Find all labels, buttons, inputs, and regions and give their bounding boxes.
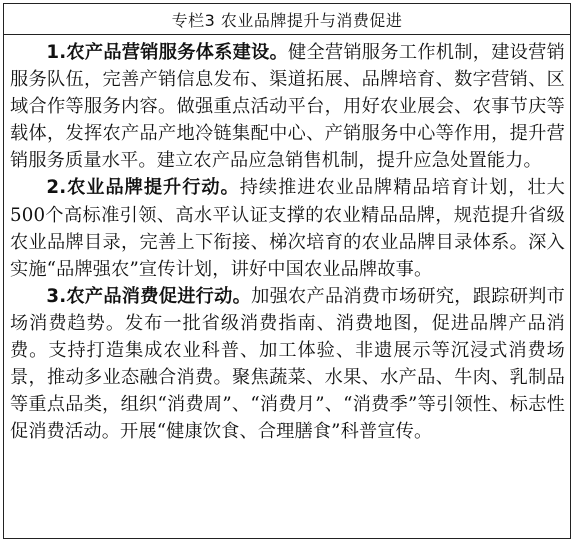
section-heading: 3.农产品消费促进行动。 — [46, 285, 252, 307]
section-text: 健全营销服务工作机制，建设营销服务队伍，完善产销信息发布、渠道拓展、品牌培育、数字营销、区域合作等服务内容。做强重点活动平台，用好农业展会、农事节庆等载体，发挥农产品产地冷链集配中心、产销服务中心等作用，提升营销服务质量水平。建立农产品应急销售机制，提升应急处置能力。 — [10, 42, 565, 172]
column-box — [3, 3, 571, 539]
section-heading: 1.农产品营销服务体系建设。 — [46, 42, 289, 63]
section-brand-promotion — [10, 174, 565, 282]
section-text: 加强农产品消费市场研究，跟踪研判市场消费趋势。发布一批省级消费指南、消费地图，促进品牌产品消费。支持打造集成农业科普、加工体验、非遗展示等沉浸式消费场景，推动多业态融合消费。聚焦蔬菜、水果、水产品、牛肉、乳制品等重点品类，组织“消费周”、“消费月”、“消费季”等引领性、标志性促消费活动。开展“健康饮食、合理膳食”科普宣传。 — [10, 285, 565, 443]
column-title: 专栏3 农业品牌提升与消费促进 — [4, 4, 570, 35]
section-consumption-promotion — [10, 283, 565, 446]
column-body — [4, 35, 570, 445]
section-heading: 2.农业品牌提升行动。 — [46, 177, 240, 199]
section-marketing-service — [10, 39, 565, 174]
section-text: 持续推进农业品牌精品培育计划，壮大500个高标准引领、高水平认证支撑的农业精品品牌，规范提升省级农业品牌目录，完善上下衔接、梯次培育的农业品牌目录体系。深入实施“品牌强农”宣传计划，讲好中国农业品牌故事。 — [10, 177, 565, 280]
